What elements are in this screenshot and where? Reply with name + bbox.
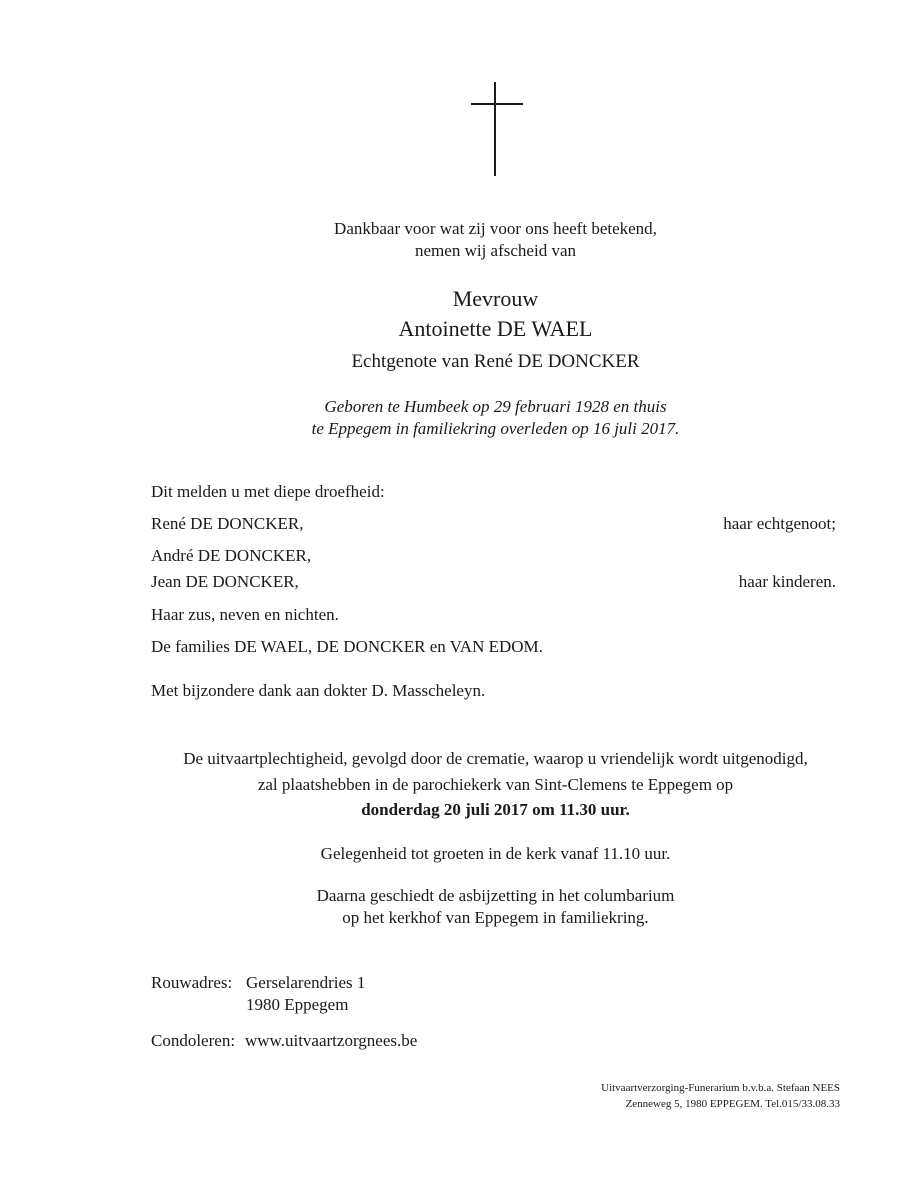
announcement-opening: Dit melden u met diepe droefheid: bbox=[151, 482, 385, 501]
relative-relation: haar kinderen. bbox=[738, 572, 836, 591]
relative-name: André DE DONCKER, bbox=[151, 546, 312, 565]
burial-line-2: op het kerkhof van Eppegem in familiekring. bbox=[342, 908, 649, 927]
born-line-1: Geboren te Humbeek op 29 februari 1928 en thuis bbox=[324, 397, 667, 416]
intro-line-2: nemen wij afscheid van bbox=[415, 241, 576, 260]
thanks-line: Met bijzondere dank aan dokter D. Masscheleyn. bbox=[151, 681, 486, 700]
cross-vertical-bar bbox=[494, 82, 496, 176]
condolence-label: Condoleren: bbox=[151, 1031, 236, 1050]
intro-line-1: Dankbaar voor wat zij voor ons heeft betekend, bbox=[334, 219, 657, 238]
cross-horizontal-bar bbox=[471, 103, 523, 105]
address-city: 1980 Eppegem bbox=[246, 995, 349, 1014]
footer-line-1: Uitvaartverzorging-Funerarium b.v.b.a. Stefaan NEES bbox=[601, 1082, 840, 1094]
ceremony-line-2: zal plaatshebben in de parochiekerk van Sint-Clemens te Eppegem op bbox=[257, 775, 734, 794]
families-line: De families DE WAEL, DE DONCKER en VAN EDOM. bbox=[151, 637, 543, 656]
born-line-2: te Eppegem in familiekring overleden op 16 juli 2017. bbox=[311, 419, 680, 438]
address-street: Gerselarendries 1 bbox=[246, 973, 366, 992]
condolence-url[interactable]: www.uitvaartzorgnees.be bbox=[245, 1031, 418, 1050]
relative-name: Jean DE DONCKER, bbox=[151, 572, 299, 591]
siblings-line: Haar zus, neven en nichten. bbox=[151, 605, 339, 624]
ceremony-line-1: De uitvaartplechtigheid, gevolgd door de crematie, waarop u vriendelijk wordt uitgenodigd, bbox=[183, 749, 808, 768]
deceased-spouse-line: Echtgenote van René DE DONCKER bbox=[351, 351, 640, 372]
deceased-title: Mevrouw bbox=[452, 286, 539, 311]
deceased-name: Antoinette DE WAEL bbox=[398, 316, 593, 341]
address-label: Rouwadres: bbox=[151, 973, 233, 992]
greeting-line: Gelegenheid tot groeten in de kerk vanaf 11.10 uur. bbox=[320, 844, 671, 863]
relative-relation: haar echtgenoot; bbox=[723, 514, 836, 533]
ceremony-date-line: donderdag 20 juli 2017 om 11.30 uur. bbox=[361, 800, 630, 819]
burial-line-1: Daarna geschiedt de asbijzetting in het columbarium bbox=[316, 886, 675, 905]
relative-name: René DE DONCKER, bbox=[151, 514, 304, 533]
footer-line-2: Zenneweg 5, 1980 EPPEGEM. Tel.015/33.08.33 bbox=[625, 1098, 840, 1110]
